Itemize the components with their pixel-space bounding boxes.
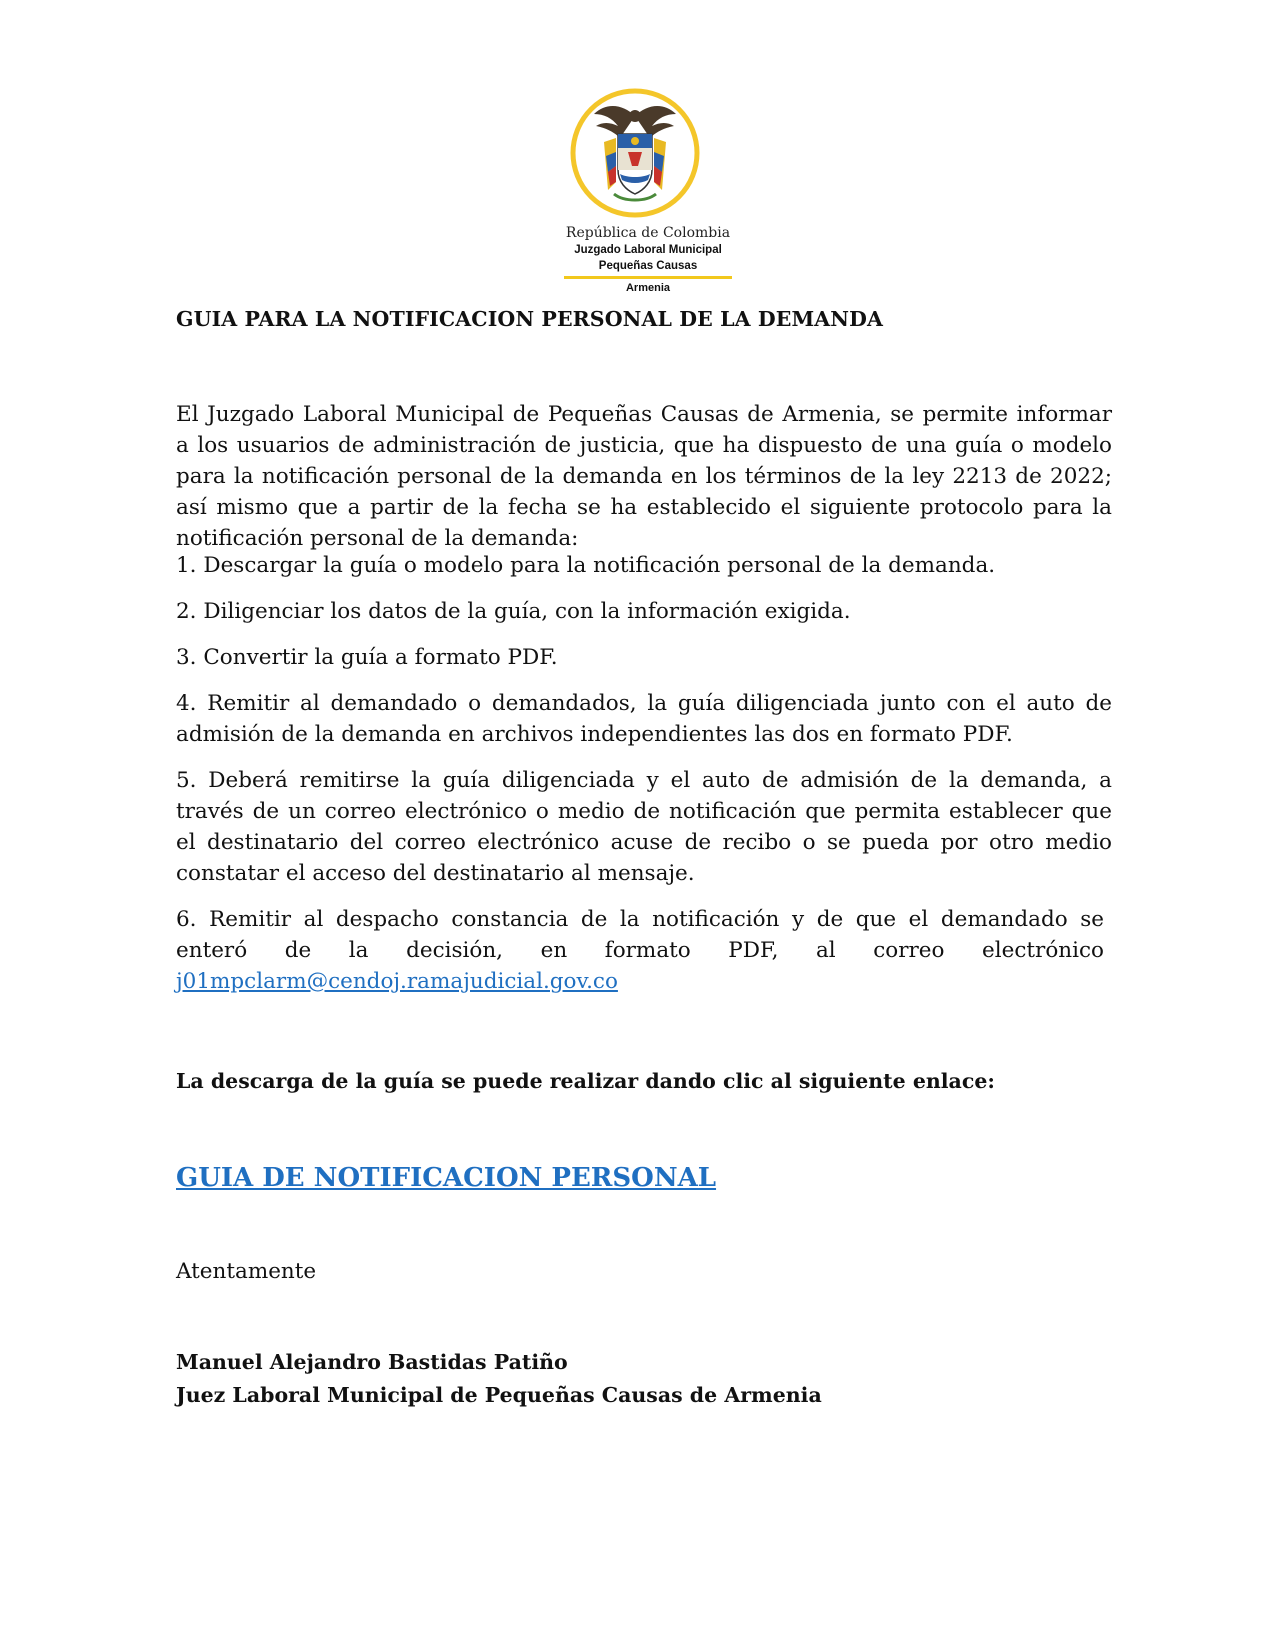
step-6 xyxy=(176,904,1104,997)
seal-divider xyxy=(564,276,732,279)
step-6-text: 6. Remitir al despacho constancia de la notificación y de que el demandado se enteró de la decisión, en formato PDF, al correo electrónico xyxy=(176,907,1104,963)
closing-salutation: Atentamente xyxy=(176,1259,317,1284)
download-instruction: La descarga de la guía se puede realizar dando clic al siguiente enlace: xyxy=(176,1069,995,1093)
seal-country: República de Colombia xyxy=(565,225,731,241)
step-2: 2. Diligenciar los datos de la guía, con la información exigida. xyxy=(176,599,851,624)
signatory-role: Juez Laboral Municipal de Pequeñas Causas de Armenia xyxy=(176,1383,822,1407)
guide-download-link[interactable]: GUIA DE NOTIFICACION PERSONAL xyxy=(176,1163,717,1193)
step-3: 3. Convertir la guía a formato PDF. xyxy=(176,645,558,670)
seal-court-type: Pequeñas Causas xyxy=(598,260,698,272)
seal-city: Armenia xyxy=(625,282,671,294)
step-5: 5. Deberá remitirse la guía diligenciada y el auto de admisión de la demanda, a través de un correo electrónico o medio de notificación que permita establecer que el destinatario del correo electrónico acuse de recibo o se pueda por otro medio constatar el acceso del destinatario al mensaje. xyxy=(176,768,1112,886)
signatory-name: Manuel Alejandro Bastidas Patiño xyxy=(176,1350,568,1374)
coat-of-arms-logo xyxy=(568,86,702,220)
seal-caption xyxy=(560,224,736,295)
seal-court: Juzgado Laboral Municipal xyxy=(574,244,722,256)
step-4: 4. Remitir al demandado o demandados, la guía diligenciada junto con el auto de admisión de la demanda en archivos independientes las dos en formato PDF. xyxy=(176,691,1112,747)
step-1: 1. Descargar la guía o modelo para la notificación personal de la demanda. xyxy=(176,553,996,578)
court-seal xyxy=(560,86,731,296)
document-title: GUIA PARA LA NOTIFICACION PERSONAL DE LA DEMANDA xyxy=(176,307,883,331)
steps-list xyxy=(176,550,1112,1012)
intro-paragraph: El Juzgado Laboral Municipal de Pequeñas Causas de Armenia, se permite informar a los usuarios de administración de justicia, que ha dispuesto de una guía o modelo para la notificación personal de la demanda en los términos de la ley 2213 de 2022; así mismo que a partir de la fecha se ha establecido el siguiente protocolo para la notificación personal de la demanda: xyxy=(176,402,1112,551)
court-email-link[interactable]: j01mpclarm@cendoj.ramajudicial.gov.co xyxy=(176,969,618,994)
